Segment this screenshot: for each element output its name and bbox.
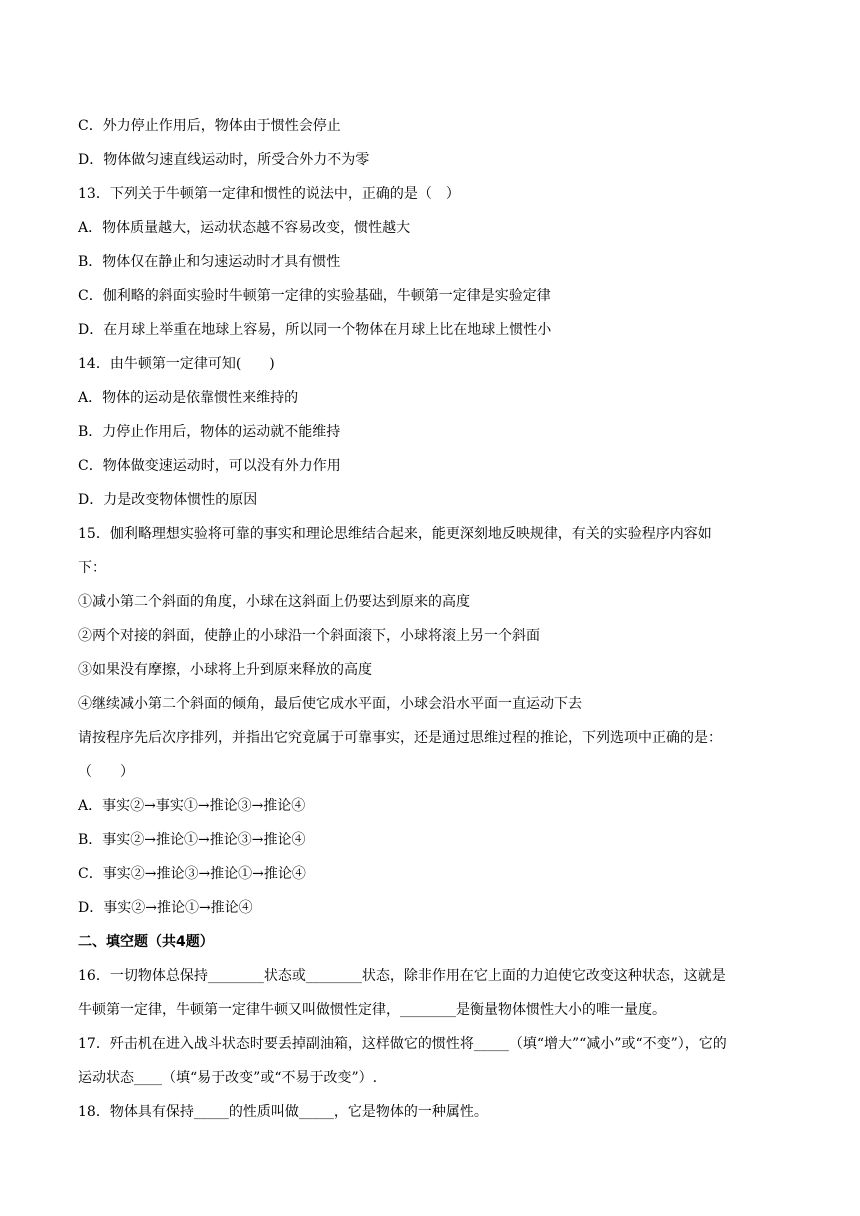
q16-line-2: 牛顿第一定律，牛顿第一定律牛顿又叫做惯性定律，________是衡量物体惯性大小的唯一量度。 [78,1002,666,1018]
q14-option-d: D．力是改变物体惯性的原因 [78,492,258,508]
q18-line-1: 18．物体具有保持_____的性质叫做_____，它是物体的一种属性。 [78,1104,488,1120]
q14-option-a: A．物体的运动是依靠惯性来维持的 [78,390,299,406]
q14-option-b: B．力停止作用后，物体的运动就不能维持 [78,424,341,440]
q15-option-b: B．事实②→推论①→推论③→推论④ [78,832,306,848]
q14-stem: 14．由牛顿第一定律可知( ) [78,356,275,372]
q15-instruction: 请按程序先后次序排列，并指出它究竟属于可靠事实，还是通过思维过程的推论，下列选项中正确的是： [78,730,722,746]
q15-stem-line-2: 下： [78,560,106,576]
q13-stem: 13．下列关于牛顿第一定律和惯性的说法中，正确的是（ ） [78,186,460,202]
q15-answer-blank: （ ） [78,764,134,780]
section-heading-fill-in: 二、填空题（共4题） [78,934,214,950]
q15-stem-line-1: 15．伽利略理想实验将可靠的事实和理论思维结合起来，能更深刻地反映规律，有关的实验程序内容如 [78,526,712,542]
q14-option-c: C．物体做变速运动时，可以没有外力作用 [78,458,341,474]
q13-option-b: B．物体仅在静止和匀速运动时才具有惯性 [78,254,341,270]
q13-option-c: C．伽利略的斜面实验时牛顿第一定律的实验基础，牛顿第一定律是实验定律 [78,288,551,304]
q13-option-a: A．物体质量越大，运动状态越不容易改变，惯性越大 [78,220,411,236]
q13-option-d: D．在月球上举重在地球上容易，所以同一个物体在月球上比在地球上惯性小 [78,322,552,338]
q12-option-c: C．外力停止作用后，物体由于惯性会停止 [78,118,341,134]
q15-step-1: ①减小第二个斜面的角度，小球在这斜面上仍要达到原来的高度 [78,594,470,610]
q15-step-3: ③如果没有摩擦，小球将上升到原来释放的高度 [78,662,372,678]
q15-step-2: ②两个对接的斜面，使静止的小球沿一个斜面滚下，小球将滚上另一个斜面 [78,628,540,644]
q15-step-4: ④继续减小第二个斜面的倾角，最后使它成水平面，小球会沿水平面一直运动下去 [78,696,582,712]
q12-option-d: D．物体做匀速直线运动时，所受合外力不为零 [78,152,370,168]
q17-line-1: 17．歼击机在进入战斗状态时要丢掉副油箱，这样做它的惯性将_____（填“增大”“减小”或“不变”），它的 [78,1036,727,1052]
q17-line-2: 运动状态____（填“易于改变”或“不易于改变”）. [78,1070,378,1086]
q15-option-a: A．事实②→事实①→推论③→推论④ [78,798,306,814]
q16-line-1: 16．一切物体总保持________状态或________状态，除非作用在它上面的力迫使它改变这种状态，这就是 [78,968,726,984]
q15-option-d: D．事实②→推论①→推论④ [78,900,253,916]
document-page [78,109,778,1129]
q15-option-c: C．事实②→推论③→推论①→推论④ [78,866,306,882]
